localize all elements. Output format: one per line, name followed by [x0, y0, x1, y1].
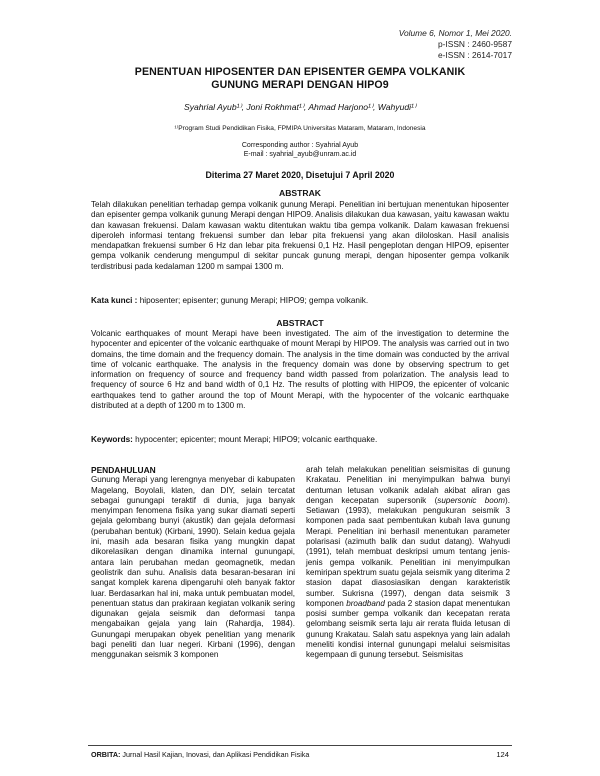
left-column — [91, 465, 295, 661]
kata-kunci-label: Kata kunci : — [91, 296, 138, 305]
author-list: Syahrial Ayub¹⁾, Joni Rokhmat¹⁾, Ahmad Harjono¹⁾, Wahyudi¹⁾ — [183, 102, 417, 112]
pendahuluan-col2-italic2: broadband — [346, 598, 385, 608]
corresponding-author-name: Corresponding author : Syahrial Ayub — [241, 142, 359, 149]
journal-volume: Volume 6, Nomor 1, Mei 2020. — [398, 28, 512, 38]
abstract-body: Volcanic earthquakes of mount Merapi have been investigated. The aim of the investigation to determine the hypocenter and epicenter of the volcanic earthquake of mount Merapi by HIPO9. The analysis was carried out in two domains, the time domain and the frequency domain. The analysis in the time domain was conducted by the arrival time of volcanic earthquake. The analysis in the frequency domain was done by observing spectrum to get information on frequency of source and frequency band width passed from polarization. The analysis lead to frequency of source 6 Hz and band width of 0,1 Hz. The results of plotting with HIPO9, the epicenter of volcanic earthquakes tend to gather around the top of Mount Merapi, with the hypocenter of the volcanic earthquake distributed at a depth of 1200 m to 1300 m. — [91, 329, 509, 411]
corresponding-author-email: E-mail : syahrial_ayub@unram.ac.id — [243, 151, 357, 158]
keywords-text: hypocenter; epicenter; mount Merapi; HIPO9; volcanic earthquake. — [135, 435, 378, 444]
pendahuluan-col2-italic1: supersonic boom — [437, 495, 506, 505]
kata-kunci-text: hiposenter; episenter; gunung Merapi; HIPO9; gempa volkanik. — [139, 296, 369, 305]
affiliation: ¹⁾Program Studi Pendidikan Fisika, FPMIPA Universitas Mataram, Mataram, Indonesia — [174, 125, 426, 132]
journal-pissn: p-ISSN : 2460-9587 — [437, 39, 512, 49]
keywords-label: Keywords: — [91, 435, 133, 444]
footer-divider — [88, 745, 512, 746]
footer — [91, 750, 309, 759]
right-column — [306, 465, 510, 661]
keywords — [91, 435, 509, 444]
pendahuluan-heading: PENDAHULUAN — [91, 465, 156, 475]
pendahuluan-col1: Gunung Merapi yang lerengnya menyebar di kabupaten Magelang, Boyolali, klaten, dan DIY, selain tercatat sebagai gunungapi teraktif di dunia, juga banyak menyimpan fenomena fisika yang sukar diamati seperti gejala gelombang bunyi (akustik) dan gejala deformasi (perubahan bentuk) (Kirbani, 1990). Selain kedua gejala ini, masih ada besaran fisika yang mungkin dapat dikorelasikan dengan dinamika internal gunungapi, antara lain perubahan medan geomagnetik, medan geolistrik dan suhu. Analisis data besaran-besaran ini sangat komplek karena dipengaruhi oleh banyak faktor luar. Berdasarkan hal ini, maka untuk pembuatan model, penentuan status dan prakiraan kegiatan volkanik sering digunakan gejala seismik dan deformasi tanpa mengabaikan gejala yang lain (Rahardja, 1984). Gunungapi merupakan obyek penelitian yang menarik bagi peneliti dan luar negeri. Kirbani (1996), dengan menggunakan seismik 3 komponen — [91, 475, 295, 660]
pendahuluan-col2-part-a: arah telah melakukan penelitian seismisitas di gunung Krakatau. Penelitian ini menyimpulkan bahwa bunyi dentuman letusan volkanik adalah akibat aliran gas dengan kecepatan supersonik ( — [306, 465, 510, 505]
paper-title-line2: GUNUNG MERAPI DENGAN HIPO9 — [211, 79, 389, 91]
submission-dates: Diterima 27 Maret 2020, Disetujui 7 April 2020 — [205, 170, 395, 180]
journal-eissn: e-ISSN : 2614-7017 — [437, 50, 512, 60]
kata-kunci — [91, 296, 509, 305]
pendahuluan-col2-part-b: ). Setiawan (1993), melakukan pengukuran seismik 3 komponen pada saat pembentukan kubah lava gunung Merapi. Penelitian ini berhasil menentukan parameter polarisasi (azimuth balik dan sudut datang). Wahyudi (1991), telah membuat deskripsi umum tentang jenis-jenis gempa volkanik. Penelitian ini menyimpulkan kemiripan spektrum suatu gejala seismik yang diterima 2 stasion dapat diasosiasikan dengan karakteristik sumber. Sukrisna (1997), dengan data seismik 3 komponen — [306, 495, 510, 608]
paper-title — [90, 66, 510, 92]
abstract-heading: ABSTRACT — [276, 318, 324, 328]
corresponding-author — [90, 141, 510, 159]
pendahuluan-col2-part-c: pada 2 stasion dapat menentukan posisi sumber gempa volkanik dan kecepatan rerata gelombang seismik serta laju air rerata fluida letusan di gunung Krakatau. Salah satu aspeknya yang lain adalah meneliti kondisi internal gunungapi melalui seismisitas kegempaan di gunung tersebut. Seismisitas — [306, 598, 510, 660]
abstrak-heading: ABSTRAK — [278, 188, 321, 198]
footer-journal-text: Jurnal Hasil Kajian, Inovasi, dan Aplikasi Pendidikan Fisika — [122, 750, 310, 759]
paper-title-line1: PENENTUAN HIPOSENTER DAN EPISENTER GEMPA VOLKANIK — [134, 66, 466, 78]
abstrak-body: Telah dilakukan penelitian terhadap gempa volkanik gunung Merapi. Penelitian ini bertujuan menentukan hiposenter dan episenter gempa volkanik gunung Merapi dengan HIPO9. Analisis dilakukan dua kawasan, yaitu kawasan waktu dan kawasan frekuensi. Dalam kawasan waktu ditentukan waktu tiba gempa volkanik. Dalam kawasan frekuensi diperoleh informasi tentang frekuensi sumber dan lebar pita frekuensi yang akan diloloskan. Hasil analisis mendapatkan frekuensi sumber 6 Hz dan lebar pita frekuensi 0,1 Hz. Hasil pengeplotan dengan HIPO9, episenter gempa volkanik cenderung mengumpul di sekitar puncak gunung merapi, dengan hiposenter gempa volkanik terdistribusi pada kedalaman 1200 m sampai 1300 m. — [91, 200, 509, 271]
page-number: 124 — [496, 750, 509, 759]
journal-info — [399, 28, 512, 61]
footer-journal-label: ORBITA: — [91, 750, 121, 759]
